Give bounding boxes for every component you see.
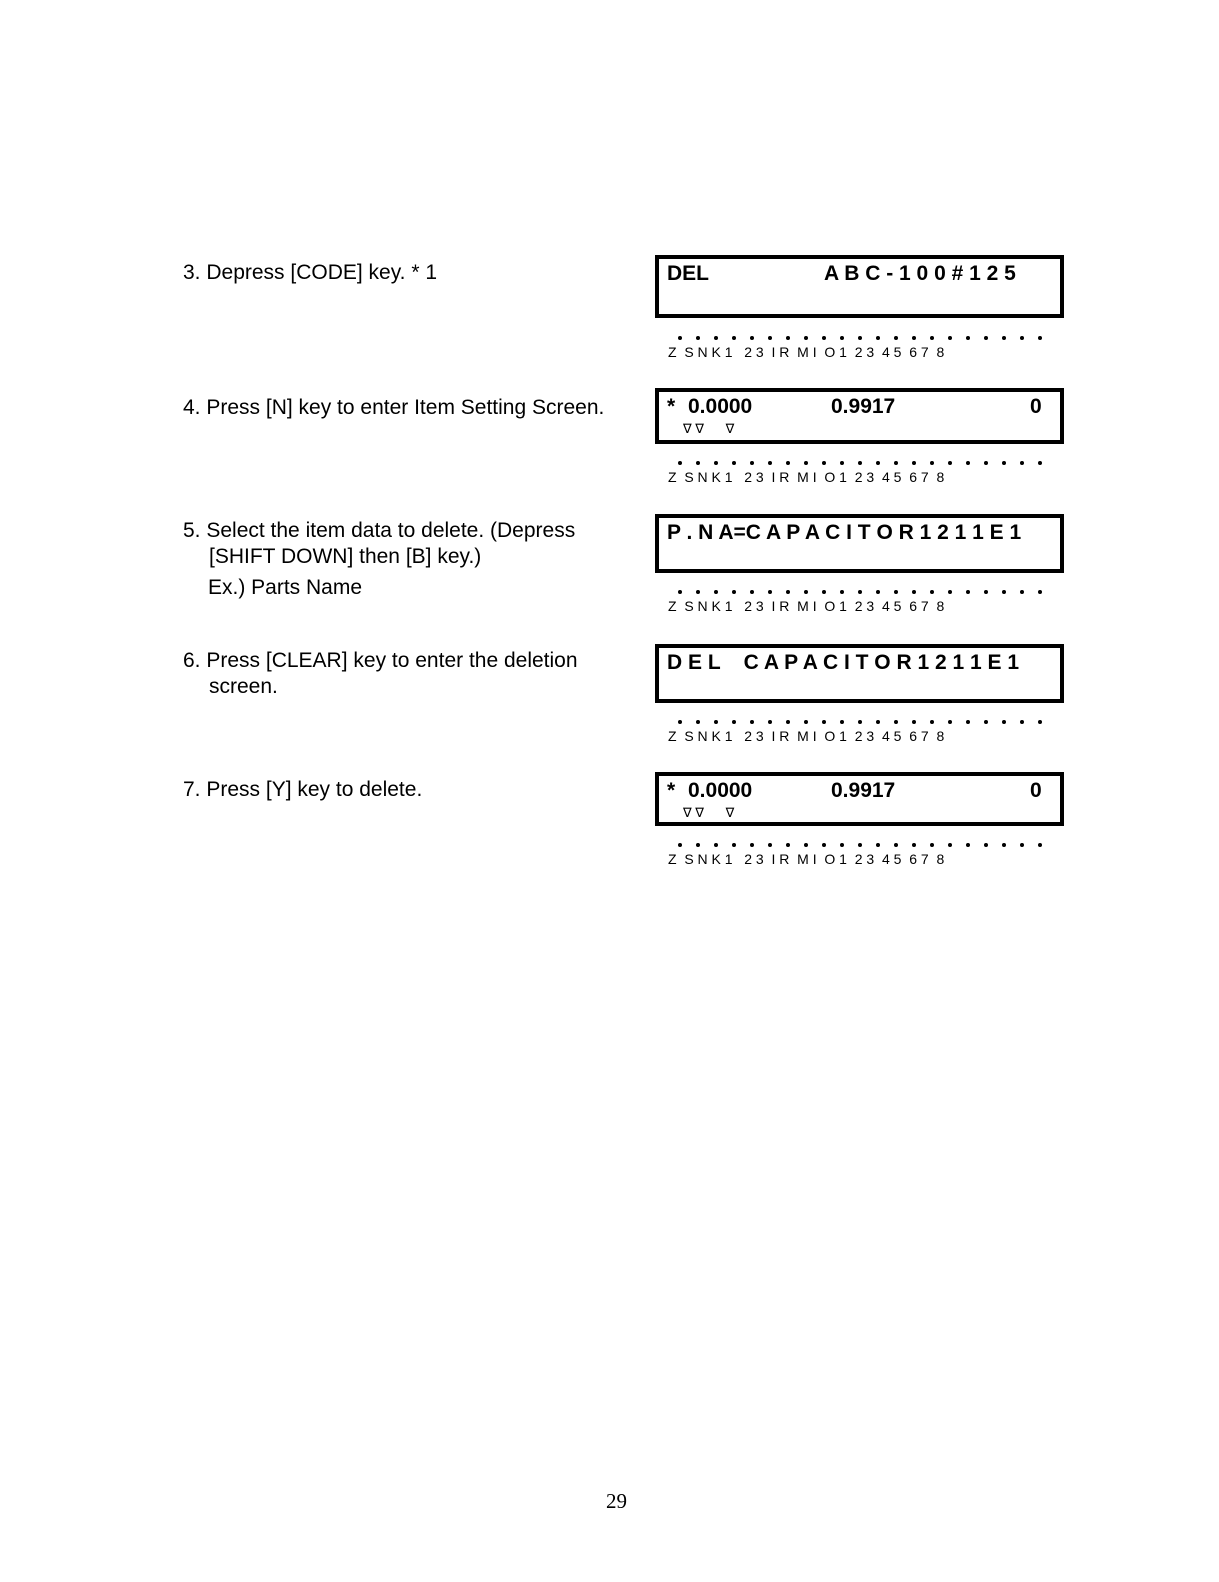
indicator-row-step-3 (664, 334, 1056, 368)
lcd-display-step-7 (655, 772, 1064, 826)
step-5-example: Ex.) Parts Name (208, 576, 363, 599)
lcd-value-2: 0.9917 (831, 779, 896, 802)
lcd-code-text: A B C - 1 0 0 # 1 2 5 (824, 262, 1016, 285)
indicator-dots (678, 718, 1042, 726)
indicator-labels: Z S N K 1 2 3 I R M I O 1 2 3 4 5 6 7 8 (668, 469, 945, 485)
step-5-line-2: [SHIFT DOWN] then [B] key.) (209, 545, 482, 568)
indicator-dots (678, 459, 1042, 467)
lcd-value-1: 0.0000 (688, 395, 753, 418)
lcd-mode-text: DEL (667, 262, 709, 285)
lcd-triangle-marks: ∇ ∇ ∇ (683, 805, 735, 820)
indicator-row-step-4 (664, 459, 1056, 493)
lcd-display-step-6 (655, 644, 1064, 703)
lcd-asterisk: * (667, 395, 676, 418)
indicator-row-step-6 (664, 718, 1056, 752)
lcd-value-3: 0 (1030, 395, 1042, 418)
indicator-dots (678, 841, 1042, 849)
lcd-value-2: 0.9917 (831, 395, 896, 418)
step-4-line-1: 4. Press [N] key to enter Item Setting Screen. (183, 396, 605, 419)
indicator-row-step-7 (664, 841, 1056, 875)
indicator-labels: Z S N K 1 2 3 I R M I O 1 2 3 4 5 6 7 8 (668, 728, 945, 744)
lcd-parts-name-text: P . N A=C A P A C I T O R 1 2 1 1 E 1 (667, 521, 1022, 544)
lcd-display-step-3 (655, 255, 1064, 318)
indicator-labels: Z S N K 1 2 3 I R M I O 1 2 3 4 5 6 7 8 (668, 851, 945, 867)
lcd-display-step-4 (655, 388, 1064, 444)
indicator-dots (678, 334, 1042, 342)
indicator-labels: Z S N K 1 2 3 I R M I O 1 2 3 4 5 6 7 8 (668, 344, 945, 360)
step-6-line-1: 6. Press [CLEAR] key to enter the deletion (183, 649, 578, 672)
indicator-labels: Z S N K 1 2 3 I R M I O 1 2 3 4 5 6 7 8 (668, 598, 945, 614)
step-3-line-1: 3. Depress [CODE] key. * 1 (183, 261, 438, 284)
indicator-row-step-5 (664, 588, 1056, 622)
step-6-instruction (183, 648, 578, 700)
indicator-dots (678, 588, 1042, 596)
step-3-instruction (183, 260, 437, 286)
page-number: 29 (606, 1489, 627, 1513)
lcd-value-3: 0 (1030, 779, 1042, 802)
step-7-line-1: 7. Press [Y] key to delete. (183, 778, 423, 801)
step-6-line-2: screen. (209, 675, 278, 698)
lcd-value-1: 0.0000 (688, 779, 753, 802)
lcd-triangle-marks: ∇ ∇ ∇ (683, 421, 735, 436)
lcd-display-step-5 (655, 514, 1064, 573)
step-5-line-1: 5. Select the item data to delete. (Depress (183, 519, 576, 542)
step-5-instruction (183, 518, 575, 601)
lcd-delete-text: D E L C A P A C I T O R 1 2 1 1 E 1 (667, 651, 1020, 674)
lcd-asterisk: * (667, 779, 676, 802)
step-7-instruction (183, 777, 422, 803)
step-4-instruction (183, 395, 604, 421)
